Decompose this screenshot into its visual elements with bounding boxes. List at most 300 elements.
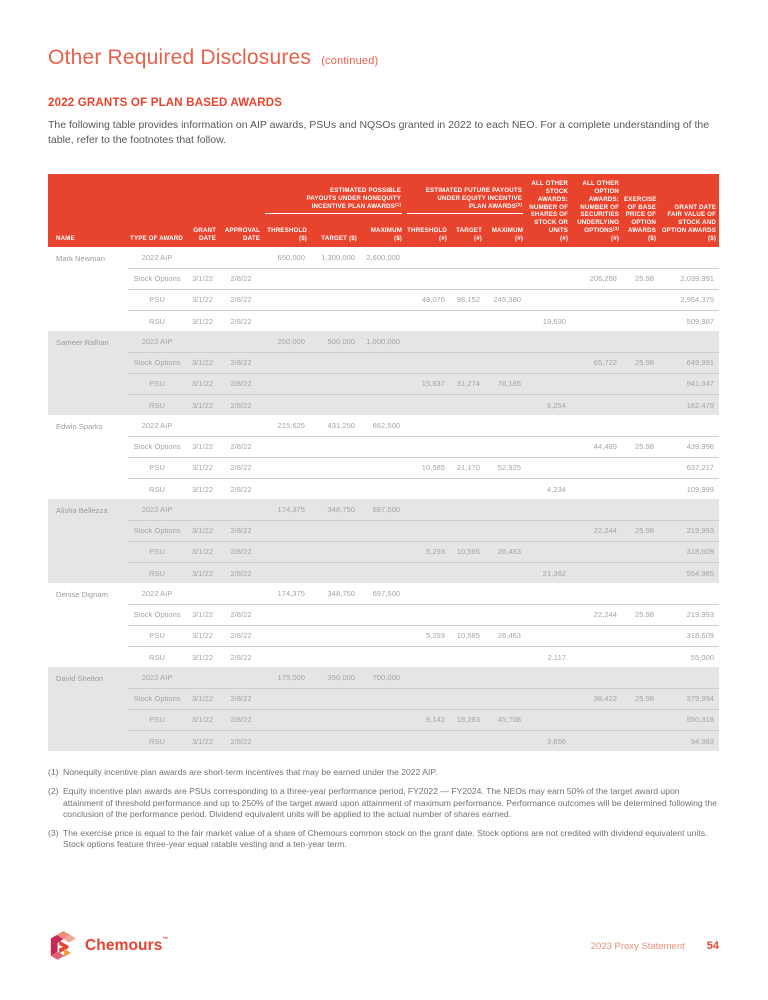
maximum-dollars <box>360 268 405 289</box>
col-header-option-awards-footref: (3) <box>613 225 620 231</box>
threshold-dollars <box>263 457 310 478</box>
threshold-shares <box>405 436 450 457</box>
exercise-price: 25.98 <box>622 604 659 625</box>
threshold-shares <box>405 730 450 751</box>
brand-wordmark <box>85 937 169 955</box>
grant-date <box>186 247 219 268</box>
type-of-award: RSU <box>128 730 186 751</box>
neo-name: Denise Dignam <box>48 583 128 667</box>
stock-award-units <box>526 625 571 646</box>
approval-date: 2/8/22 <box>219 478 263 499</box>
grant-date-fair-value <box>659 583 719 604</box>
exercise-price: 25.98 <box>622 436 659 457</box>
threshold-dollars <box>263 688 310 709</box>
target-shares: 18,283 <box>450 709 485 730</box>
target-shares <box>450 646 485 667</box>
type-of-award: RSU <box>128 394 186 415</box>
approval-date <box>219 247 263 268</box>
target-dollars <box>310 352 360 373</box>
grant-date: 3/1/22 <box>186 457 219 478</box>
footnote-number: (2) <box>48 786 59 797</box>
grant-date: 3/1/22 <box>186 478 219 499</box>
type-of-award: PSU <box>128 625 186 646</box>
page-title <box>48 46 719 70</box>
type-of-award: RSU <box>128 562 186 583</box>
maximum-dollars <box>360 730 405 751</box>
maximum-dollars <box>360 604 405 625</box>
threshold-shares <box>405 499 450 520</box>
threshold-dollars <box>263 709 310 730</box>
threshold-dollars <box>263 604 310 625</box>
exercise-price <box>622 331 659 352</box>
maximum-dollars <box>360 310 405 331</box>
exercise-price <box>622 646 659 667</box>
col-header-all-other-stock-awards <box>526 174 571 247</box>
threshold-shares <box>405 247 450 268</box>
threshold-dollars: 650,000 <box>263 247 310 268</box>
grant-date-fair-value: 162,479 <box>659 394 719 415</box>
maximum-dollars <box>360 457 405 478</box>
brand-name-text: Chemours <box>85 937 163 954</box>
threshold-dollars <box>263 625 310 646</box>
exercise-price: 25.98 <box>622 688 659 709</box>
col-header-threshold-shares: THRESHOLD (#) <box>405 214 450 247</box>
grant-date-fair-value: 94,983 <box>659 730 719 751</box>
approval-date: 2/8/22 <box>219 352 263 373</box>
page-number: 54 <box>706 940 719 952</box>
table-row <box>48 457 719 478</box>
table-row <box>48 625 719 646</box>
grant-date-fair-value: 649,991 <box>659 352 719 373</box>
type-of-award: RSU <box>128 646 186 667</box>
option-award-securities <box>571 667 622 688</box>
grant-date-fair-value: 318,609 <box>659 625 719 646</box>
maximum-shares <box>485 310 526 331</box>
exercise-price: 25.98 <box>622 520 659 541</box>
group-header-equity <box>405 174 526 214</box>
approval-date: 2/8/22 <box>219 562 263 583</box>
threshold-shares <box>405 415 450 436</box>
col-header-maximum-shares: MAXIMUM (#) <box>485 214 526 247</box>
target-dollars <box>310 604 360 625</box>
maximum-shares <box>485 415 526 436</box>
grant-date-fair-value: 219,993 <box>659 604 719 625</box>
option-award-securities <box>571 331 622 352</box>
table-row <box>48 520 719 541</box>
grant-date: 3/1/22 <box>186 373 219 394</box>
threshold-shares <box>405 268 450 289</box>
target-dollars <box>310 436 360 457</box>
approval-date: 2/8/22 <box>219 625 263 646</box>
footnote <box>48 828 718 851</box>
target-dollars <box>310 709 360 730</box>
target-dollars <box>310 373 360 394</box>
type-of-award: Stock Options <box>128 520 186 541</box>
maximum-shares <box>485 394 526 415</box>
neo-name: Mark Newman <box>48 247 128 331</box>
exercise-price <box>622 373 659 394</box>
option-award-securities <box>571 541 622 562</box>
maximum-dollars <box>360 646 405 667</box>
maximum-dollars: 697,500 <box>360 499 405 520</box>
maximum-dollars <box>360 436 405 457</box>
target-dollars <box>310 289 360 310</box>
target-shares <box>450 268 485 289</box>
col-header-exercise-price-unit: ($) <box>648 234 657 242</box>
type-of-award: 2022 AIP <box>128 415 186 436</box>
target-shares <box>450 688 485 709</box>
target-shares <box>450 730 485 751</box>
grant-date <box>186 331 219 352</box>
col-header-threshold-dollars: THRESHOLD ($) <box>263 214 310 247</box>
grant-date: 3/1/22 <box>186 541 219 562</box>
option-award-securities <box>571 625 622 646</box>
table-row <box>48 646 719 667</box>
type-of-award: Stock Options <box>128 352 186 373</box>
stock-award-units <box>526 604 571 625</box>
target-dollars <box>310 730 360 751</box>
maximum-shares <box>485 478 526 499</box>
target-shares <box>450 331 485 352</box>
threshold-shares: 9,142 <box>405 709 450 730</box>
table-row <box>48 394 719 415</box>
exercise-price <box>622 709 659 730</box>
footnote <box>48 786 718 821</box>
threshold-dollars <box>263 373 310 394</box>
stock-award-units <box>526 268 571 289</box>
threshold-shares <box>405 310 450 331</box>
stock-award-units <box>526 289 571 310</box>
table-row <box>48 709 719 730</box>
neo-name: Alisha Bellezza <box>48 499 128 583</box>
type-of-award: PSU <box>128 541 186 562</box>
table-row <box>48 562 719 583</box>
grant-date-fair-value: 550,318 <box>659 709 719 730</box>
threshold-dollars: 174,375 <box>263 583 310 604</box>
threshold-shares <box>405 352 450 373</box>
threshold-shares <box>405 604 450 625</box>
maximum-shares <box>485 646 526 667</box>
col-header-grant-date-fair-value <box>659 174 719 247</box>
threshold-shares: 49,076 <box>405 289 450 310</box>
approval-date <box>219 499 263 520</box>
threshold-dollars <box>263 541 310 562</box>
threshold-dollars <box>263 478 310 499</box>
stock-award-units <box>526 415 571 436</box>
threshold-dollars <box>263 646 310 667</box>
grant-date-fair-value: 439,996 <box>659 436 719 457</box>
target-shares <box>450 352 485 373</box>
option-award-securities <box>571 289 622 310</box>
target-shares <box>450 499 485 520</box>
grant-date: 3/1/22 <box>186 646 219 667</box>
col-header-grant-date: GRANT DATE <box>186 174 219 247</box>
maximum-dollars <box>360 373 405 394</box>
table-row <box>48 730 719 751</box>
group-header-nonequity-footref: (1) <box>395 201 402 207</box>
exercise-price <box>622 310 659 331</box>
maximum-shares: 26,463 <box>485 541 526 562</box>
col-header-option-awards-label: ALL OTHER OPTION AWARDS: NUMBER OF SECURITIES UNDERLYING OPTIONS <box>577 180 620 234</box>
target-shares: 10,585 <box>450 541 485 562</box>
threshold-shares <box>405 562 450 583</box>
option-award-securities: 206,268 <box>571 268 622 289</box>
target-dollars <box>310 625 360 646</box>
target-shares <box>450 415 485 436</box>
maximum-dollars <box>360 625 405 646</box>
table-row <box>48 436 719 457</box>
grant-date-fair-value: 2,039,991 <box>659 268 719 289</box>
threshold-shares <box>405 646 450 667</box>
threshold-dollars <box>263 436 310 457</box>
grant-date: 3/1/22 <box>186 709 219 730</box>
threshold-dollars <box>263 394 310 415</box>
maximum-dollars <box>360 394 405 415</box>
table-row <box>48 310 719 331</box>
neo-name: David Shelton <box>48 667 128 751</box>
maximum-shares <box>485 436 526 457</box>
type-of-award: RSU <box>128 478 186 499</box>
target-dollars <box>310 520 360 541</box>
footnotes <box>48 767 718 851</box>
maximum-dollars: 697,500 <box>360 583 405 604</box>
table-row <box>48 478 719 499</box>
exercise-price <box>622 457 659 478</box>
target-shares: 98,152 <box>450 289 485 310</box>
grant-date <box>186 415 219 436</box>
target-shares <box>450 583 485 604</box>
awards-table-body <box>48 247 719 751</box>
exercise-price <box>622 625 659 646</box>
grant-date-fair-value <box>659 499 719 520</box>
approval-date: 2/8/22 <box>219 268 263 289</box>
target-dollars: 1,300,000 <box>310 247 360 268</box>
type-of-award: Stock Options <box>128 688 186 709</box>
stock-award-units: 4,234 <box>526 478 571 499</box>
threshold-dollars <box>263 268 310 289</box>
col-header-exercise-price <box>622 174 659 247</box>
approval-date: 2/8/22 <box>219 730 263 751</box>
stock-award-units <box>526 499 571 520</box>
option-award-securities <box>571 310 622 331</box>
option-award-securities <box>571 562 622 583</box>
footnote-text: The exercise price is equal to the fair market value of a share of Chemours common stock on the grant date. Stock options are not credited with dividend equivalent units. Stock options feature three-year equal ratable vesting and a ten-year term. <box>63 827 708 850</box>
col-header-all-other-option-awards <box>571 174 622 247</box>
target-shares: 31,274 <box>450 373 485 394</box>
target-dollars: 350,000 <box>310 667 360 688</box>
approval-date: 2/8/22 <box>219 688 263 709</box>
type-of-award: PSU <box>128 373 186 394</box>
maximum-shares <box>485 499 526 520</box>
threshold-dollars <box>263 352 310 373</box>
maximum-shares <box>485 520 526 541</box>
group-header-nonequity <box>263 174 405 214</box>
option-award-securities: 65,722 <box>571 352 622 373</box>
col-header-fair-value-label: GRANT DATE FAIR VALUE OF STOCK AND OPTION AWARDS <box>661 203 717 234</box>
grant-date-fair-value <box>659 415 719 436</box>
approval-date: 2/8/22 <box>219 520 263 541</box>
exercise-price: 25.98 <box>622 352 659 373</box>
table-row <box>48 499 719 520</box>
proxy-statement-label: 2023 Proxy Statement <box>590 941 685 952</box>
maximum-shares <box>485 247 526 268</box>
maximum-dollars <box>360 709 405 730</box>
grant-date-fair-value: 55,000 <box>659 646 719 667</box>
threshold-dollars <box>263 289 310 310</box>
grant-date-fair-value: 318,609 <box>659 541 719 562</box>
threshold-shares <box>405 520 450 541</box>
chemours-brand <box>48 930 169 963</box>
option-award-securities <box>571 478 622 499</box>
table-header <box>48 174 719 247</box>
grant-date: 3/1/22 <box>186 520 219 541</box>
col-header-target-shares: TARGET (#) <box>450 214 485 247</box>
threshold-shares <box>405 667 450 688</box>
type-of-award: Stock Options <box>128 268 186 289</box>
maximum-dollars <box>360 688 405 709</box>
maximum-dollars <box>360 520 405 541</box>
grant-date-fair-value: 2,954,375 <box>659 289 719 310</box>
target-dollars <box>310 478 360 499</box>
grant-date-fair-value: 379,994 <box>659 688 719 709</box>
col-header-exercise-price-label: EXERCISE OF BASE PRICE OF OPTION AWARDS <box>624 195 657 234</box>
table-row <box>48 688 719 709</box>
exercise-price <box>622 394 659 415</box>
threshold-dollars: 174,375 <box>263 499 310 520</box>
stock-award-units: 6,254 <box>526 394 571 415</box>
table-row <box>48 289 719 310</box>
page-title-continued: (continued) <box>321 55 379 67</box>
exercise-price <box>622 415 659 436</box>
target-dollars: 348,750 <box>310 499 360 520</box>
approval-date: 2/8/22 <box>219 394 263 415</box>
target-shares <box>450 667 485 688</box>
option-award-securities <box>571 373 622 394</box>
maximum-dollars <box>360 289 405 310</box>
stock-award-units <box>526 352 571 373</box>
target-dollars <box>310 457 360 478</box>
exercise-price <box>622 730 659 751</box>
maximum-shares <box>485 268 526 289</box>
approval-date: 2/8/22 <box>219 646 263 667</box>
approval-date: 2/8/22 <box>219 436 263 457</box>
stock-award-units: 3,656 <box>526 730 571 751</box>
stock-award-units <box>526 688 571 709</box>
footnote-text: Nonequity incentive plan awards are short-term incentives that may be earned under the 2022 AIP. <box>63 767 438 778</box>
approval-date <box>219 583 263 604</box>
table-row <box>48 247 719 268</box>
option-award-securities <box>571 457 622 478</box>
type-of-award: Stock Options <box>128 436 186 457</box>
table-row <box>48 583 719 604</box>
stock-award-units <box>526 247 571 268</box>
threshold-shares: 10,585 <box>405 457 450 478</box>
threshold-dollars <box>263 562 310 583</box>
maximum-shares <box>485 583 526 604</box>
threshold-dollars <box>263 520 310 541</box>
target-shares <box>450 310 485 331</box>
stock-award-units <box>526 541 571 562</box>
target-shares <box>450 562 485 583</box>
grant-date-fair-value: 509,987 <box>659 310 719 331</box>
maximum-dollars <box>360 352 405 373</box>
grant-date: 3/1/22 <box>186 604 219 625</box>
group-header-equity-footref: (2) <box>516 201 523 207</box>
stock-award-units <box>526 436 571 457</box>
intro-paragraph: The following table provides information on AIP awards, PSUs and NQSOs granted in 2022 to each NEO. For a complete understanding of the table, refer to the footnotes that follow. <box>48 119 710 147</box>
threshold-shares: 15,637 <box>405 373 450 394</box>
option-award-securities <box>571 415 622 436</box>
grants-of-plan-based-awards-table <box>48 174 719 751</box>
exercise-price <box>622 583 659 604</box>
table-row <box>48 667 719 688</box>
grant-date: 3/1/22 <box>186 352 219 373</box>
table-row <box>48 604 719 625</box>
table-row <box>48 373 719 394</box>
grant-date: 3/1/22 <box>186 394 219 415</box>
stock-award-units: 21,362 <box>526 562 571 583</box>
threshold-dollars <box>263 730 310 751</box>
grant-date-fair-value: 109,999 <box>659 478 719 499</box>
approval-date: 2/8/22 <box>219 310 263 331</box>
neo-name: Edwin Sparks <box>48 415 128 499</box>
section-heading: 2022 GRANTS OF PLAN BASED AWARDS <box>48 97 283 109</box>
col-header-option-awards-unit: (#) <box>611 234 620 242</box>
target-dollars <box>310 310 360 331</box>
grant-date: 3/1/22 <box>186 562 219 583</box>
type-of-award: 2022 AIP <box>128 247 186 268</box>
table-row <box>48 541 719 562</box>
option-award-securities: 22,244 <box>571 520 622 541</box>
maximum-dollars: 2,600,000 <box>360 247 405 268</box>
approval-date: 2/8/22 <box>219 373 263 394</box>
col-header-type-of-award: TYPE OF AWARD <box>128 174 186 247</box>
option-award-securities <box>571 499 622 520</box>
target-dollars <box>310 394 360 415</box>
maximum-shares <box>485 604 526 625</box>
maximum-shares: 78,185 <box>485 373 526 394</box>
option-award-securities: 22,244 <box>571 604 622 625</box>
grant-date <box>186 583 219 604</box>
exercise-price <box>622 478 659 499</box>
col-header-maximum-dollars: MAXIMUM ($) <box>360 214 405 247</box>
stock-award-units: 19,630 <box>526 310 571 331</box>
target-dollars: 348,750 <box>310 583 360 604</box>
grant-date <box>186 499 219 520</box>
threshold-shares <box>405 583 450 604</box>
option-award-securities <box>571 646 622 667</box>
grant-date-fair-value <box>659 331 719 352</box>
maximum-dollars <box>360 478 405 499</box>
type-of-award: RSU <box>128 310 186 331</box>
threshold-shares <box>405 688 450 709</box>
footnote-number: (1) <box>48 767 59 778</box>
grant-date-fair-value <box>659 667 719 688</box>
grant-date <box>186 667 219 688</box>
col-header-approval-date: APPROVAL DATE <box>219 174 263 247</box>
grant-date: 3/1/22 <box>186 268 219 289</box>
maximum-shares: 26,463 <box>485 625 526 646</box>
threshold-shares: 5,293 <box>405 541 450 562</box>
grant-date-fair-value: 219,993 <box>659 520 719 541</box>
approval-date <box>219 415 263 436</box>
group-header-nonequity-label: ESTIMATED POSSIBLE PAYOUTS UNDER NONEQUITY INCENTIVE PLAN AWARDS <box>306 187 402 210</box>
option-award-securities <box>571 709 622 730</box>
target-dollars <box>310 562 360 583</box>
trademark-symbol: ™ <box>162 937 169 943</box>
exercise-price <box>622 247 659 268</box>
threshold-dollars: 175,000 <box>263 667 310 688</box>
